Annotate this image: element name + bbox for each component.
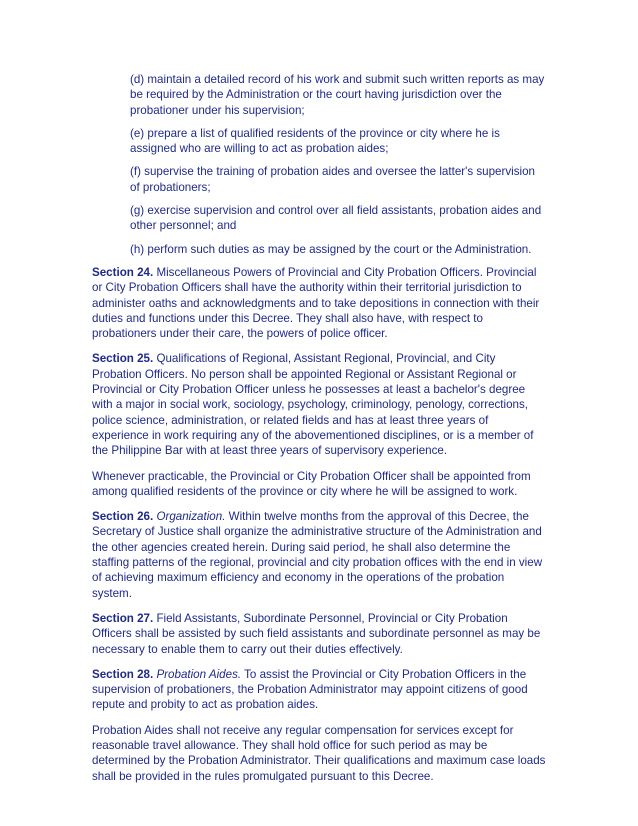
- section-24-heading: Section 24.: [92, 265, 154, 279]
- section-27-body: Field Assistants, Subordinate Personnel, Provincial or City Probation Officers shall be assisted by such field assistants and subordinate personnel as may be necessary to enable them to carry out their duties effectively.: [92, 611, 541, 656]
- section-28-title: Probation Aides.: [156, 667, 242, 681]
- document-body: [92, 72, 546, 794]
- section-27-heading: Section 27.: [92, 611, 154, 625]
- section-24-body: Miscellaneous Powers of Provincial and City Probation Officers. Provincial or City Probation Officers shall have the authority within their territorial jurisdiction to administer oaths and acknowledgments and to take depositions in connection with their duties and functions under this Decree. They shall also have, with respect to probationers under their care, the powers of police officer.: [92, 265, 540, 341]
- list-item-g: (g) exercise supervision and control over all field assistants, probation aides and other personnel; and: [130, 204, 542, 233]
- list-item-h: (h) perform such duties as may be assigned by the court or the Administration.: [130, 242, 532, 256]
- section-26: [92, 509, 546, 601]
- section-28-body: To assist the Provincial or City Probation Officers in the supervision of probationers, the Probation Administrator may appoint citizens of good repute and probity to act as probation aides.: [92, 667, 528, 712]
- section-24: [92, 265, 546, 341]
- section-27: [92, 611, 546, 657]
- section-28-paragraph-2: Probation Aides shall not receive any regular compensation for services except for reasonable travel allowance. They shall hold office for such period as may be determined by the Probation Administrator. Their qualifications and maximum case loads shall be provided in the rules promulgated pursuant to this Decree.: [92, 723, 546, 783]
- section-26-title: Organization.: [156, 510, 226, 524]
- section-25-heading: Section 25.: [92, 352, 154, 366]
- list-item-f: (f) supervise the training of probation aides and oversee the latter's supervision of probationers;: [130, 165, 536, 194]
- section-28: [92, 667, 546, 713]
- section-25-body: Qualifications of Regional, Assistant Regional, Provincial, and City Probation Officers. No person shall be appointed Regional or Assistant Regional or Provincial or City Probation Officer unless he possesses at least a bachelor's degree with a major in social work, sociology, psychology, criminology, penology, corrections, police science, administration, or related fields and has at least three years of experience in work requiring any of the abovementioned disciplines, or is a member of the Philippine Bar with at least three years of supervisory experience.: [92, 352, 534, 458]
- section-26-heading: Section 26.: [92, 510, 154, 524]
- section-25-paragraph-2: Whenever practicable, the Provincial or City Probation Officer shall be appointed from among qualified residents of the province or city where he will be assigned to work.: [92, 469, 531, 498]
- section-28-heading: Section 28.: [92, 667, 154, 681]
- section-26-body: Within twelve months from the approval of this Decree, the Secretary of Justice shall organize the administrative structure of the Administration and the other agencies created herein. During said period, he shall also determine the staffing patterns of the regional, provincial and city probation offices with the end in view of achieving maximum efficiency and economy in the operations of the probation system.: [92, 510, 543, 600]
- section-25: [92, 351, 546, 458]
- list-item-e: (e) prepare a list of qualified residents of the province or city where he is assigned who are willing to act as probation aides;: [130, 126, 500, 156]
- list-item-d: (d) maintain a detailed record of his work and submit such written reports as may be required by the Administration or the court having jurisdiction over the probationer under his supervision;: [130, 73, 545, 117]
